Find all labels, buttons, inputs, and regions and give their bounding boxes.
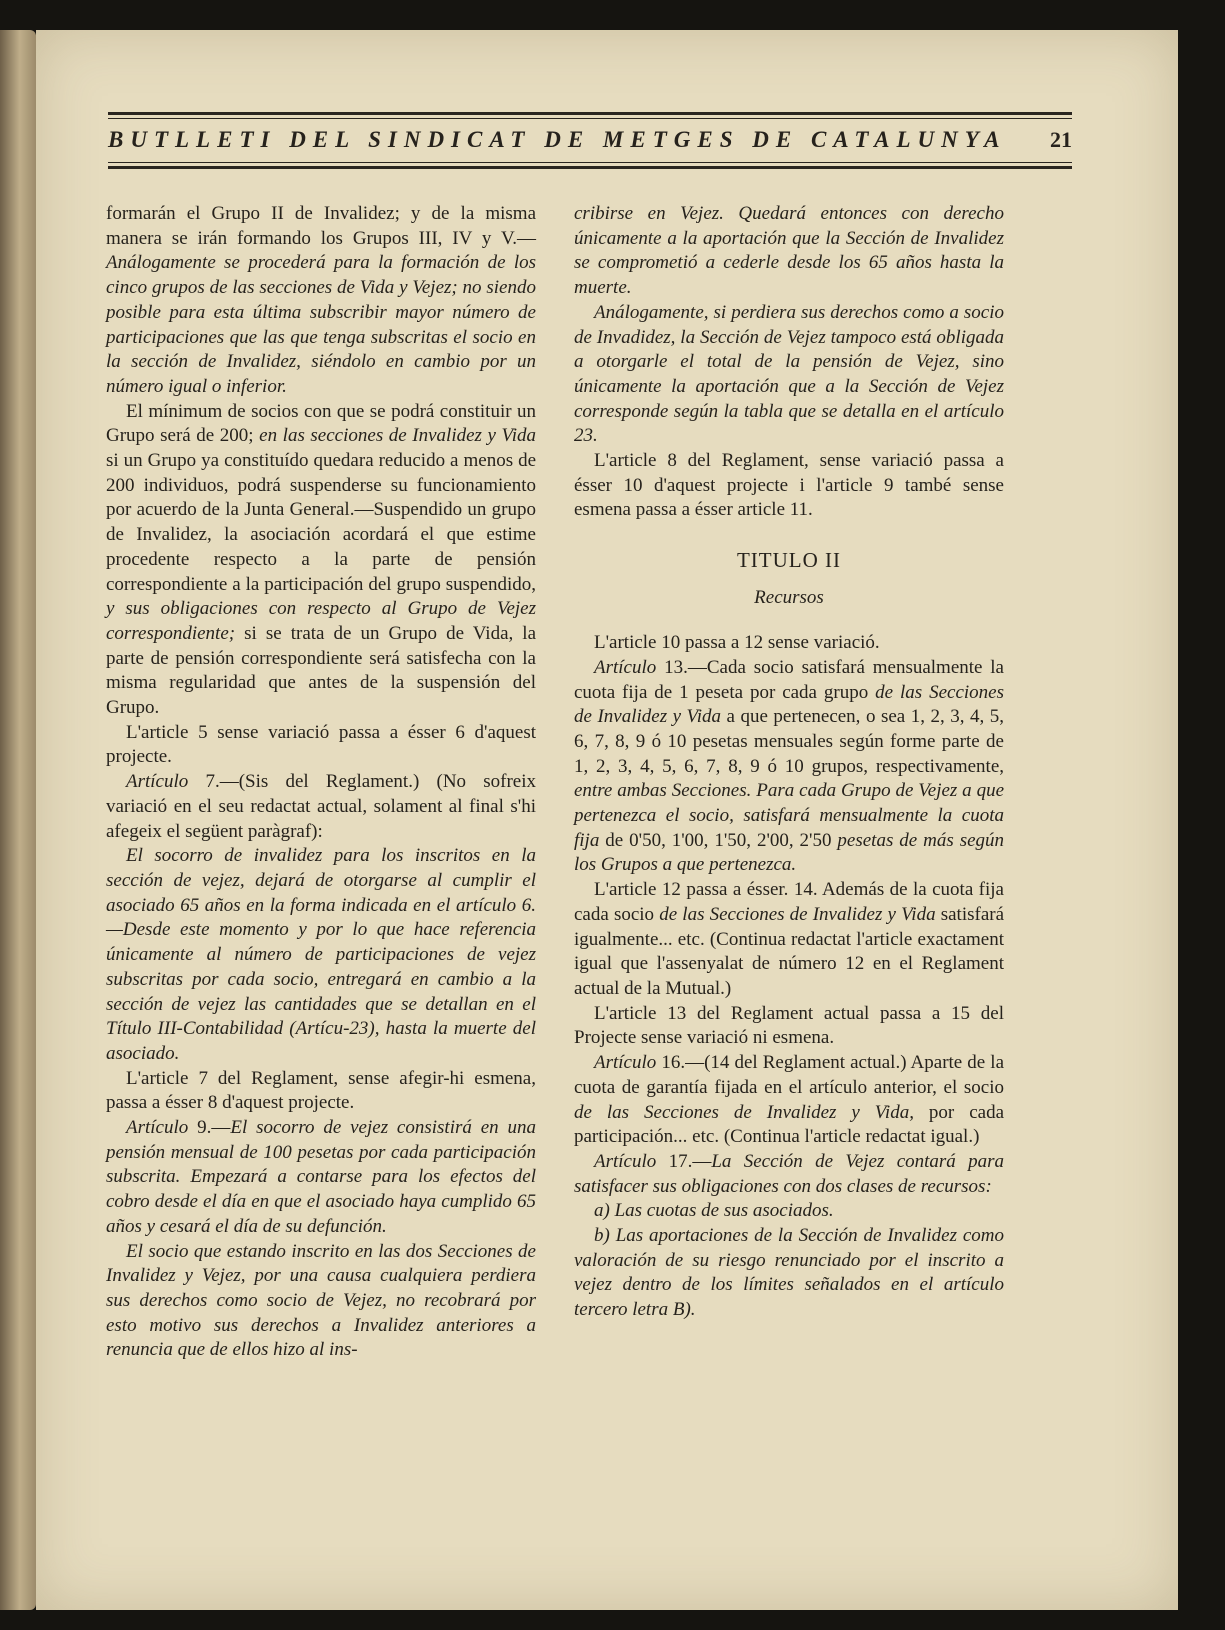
book-spine xyxy=(0,30,36,1610)
paragraph: Artículo 13.—Cada socio satisfará mensualmente la cuota fija de 1 peseta por cada grupo de las Secciones de Invalidez y Vida a que pertenecen, o sea 1, 2, 3, 4, 5, 6, 7, 8, 9 ó 10 pesetas mensuales según forme parte de 1, 2, 3, 4, 5, 6, 7, 8, 9 ó 10 grupos, respectivamente, entre ambas Secciones. Para cada Grupo de Vejez a que pertenezca el socio, satisfará mensualmente la cuota fija de 0'50, 1'00, 1'50, 2'00, 2'50 pesetas de más según los Grupos a que pertenezca. xyxy=(574,656,1005,876)
running-header xyxy=(108,112,1072,192)
paragraph: L'article 5 sense variació passa a ésser 6 d'aquest projecte. xyxy=(106,721,536,768)
header-rule xyxy=(108,112,1072,115)
list-item: b) Las aportaciones de la Sección de Invalidez como valoración de su riesgo renunciado por el inscrito a vejez dentro de los límites señalados en el artículo tercero letra B). xyxy=(574,1225,1004,1321)
paragraph: Artículo 7.—(Sis del Reglament.) (No sofreix variació en el seu redactat actual, solament al final s'hi afegeix el següent paràgraf): xyxy=(106,771,536,842)
paragraph: L'article 8 del Reglament, sense variació passa a ésser 10 d'aquest projecte i l'article 9 també sense esmena passa a ésser article 11. xyxy=(574,450,1004,521)
header-rule xyxy=(108,166,1072,169)
paragraph: cribirse en Vejez. Quedará entonces con derecho únicamente a la aportación que la Sección de Invalidez se comprometió a cederle desde los 65 años hasta la muerte. xyxy=(574,203,1004,299)
paragraph: El mínimum de socios con que se podrá constituir un Grupo será de 200; en las secciones de Invalidez y Vida si un Grupo ya constituído quedara reducido a menos de 200 individuos, podrá suspenderse su funcionamiento por acuerdo de la Junta General.—Suspendido un grupo de Invalidez, la asociación acordará el que estime procedente respecto a la parte de pensión correspondiente a la participación del grupo suspendido, y sus obligaciones con respecto al Grupo de Vejez correspondiente; si se trata de un Grupo de Vida, la parte de pensión correspondiente será satisfecha con la misma regularidad que antes de la suspensión del Grupo. xyxy=(106,400,537,719)
header-rule xyxy=(108,162,1072,163)
paragraph: Artículo 17.—La Sección de Vejez contará para satisfacer sus obligaciones con dos clases de recursos: xyxy=(574,1150,1004,1197)
paragraph: El socorro de invalidez para los inscritos en la sección de vejez, dejará de otorgarse al cumplir el asociado 65 años en la forma indicada en el artículo 6.—Desde este momento y por lo que hace referencia únicamente al número de participaciones de vejez subscritas por cada socio, entregará en cambio a la sección de vejez las cantidades que se detallan en el Título III-Contabilidad (Artícu-23), hasta la muerte del asociado. xyxy=(106,845,536,1064)
document-page xyxy=(36,30,1178,1610)
scan-background xyxy=(1178,30,1225,1610)
section-title: TITULO II xyxy=(736,548,842,573)
text-column-right xyxy=(574,202,1004,1323)
paragraph: Artículo 9.—El socorro de vejez consistirá en una pensión mensual de 100 pesetas por cada participación subscrita. Empezará a contarse para los efectos del cobro desde el día en que el asociado haya cumplido 65 años y cesará el día de su defunción. xyxy=(106,1117,536,1237)
journal-title: BUTLLETI DEL SINDICAT DE METGES DE CATALUNYA xyxy=(108,127,1007,152)
paragraph: Artículo 16.—(14 del Reglament actual.) Aparte de la cuota de garantía fijada en el artículo anterior, el socio de las Secciones de Invalidez y Vida, por cada participación... etc. (Continua l'article redactat igual.) xyxy=(574,1052,1005,1148)
page-number: 21 xyxy=(1050,127,1072,152)
list-item: a) Las cuotas de sus asociados. xyxy=(594,1200,834,1222)
text-column-left xyxy=(106,202,536,1363)
paragraph: L'article 10 passa a 12 sense variació. xyxy=(594,632,880,654)
paragraph: L'article 12 passa a ésser. 14. Además de la cuota fija cada socio de las Secciones de Invalidez y Vida satisfará igualmente... etc. (Continua redactat l'article exactament igual que l'assenyalat de número 12 en el Reglament actual de la Mutual.) xyxy=(574,879,1005,999)
paragraph: L'article 13 del Reglament actual passa a 15 del Projecte sense variació ni esmena. xyxy=(574,1002,1004,1049)
section-subtitle: Recursos xyxy=(754,587,824,609)
paragraph: L'article 7 del Reglament, sense afegir-hi esmena, passa a ésser 8 d'aquest projecte. xyxy=(106,1067,536,1114)
paragraph: Análogamente, si perdiera sus derechos como a socio de Invadidez, la Sección de Vejez tampoco está obligada a otorgarle el total de la pensión de Vejez, sino únicamente la aportación que a la Sección de Vejez corresponde según la tabla que se detalla en el artículo 23. xyxy=(574,301,1004,447)
paragraph: El socio que estando inscrito en las dos Secciones de Invalidez y Vejez, por una causa cualquiera perdiera sus derechos como socio de Vejez, no recobrará por esto motivo sus derechos a Invalidez anteriores a renuncia que de ellos hizo al ins- xyxy=(106,1240,536,1361)
paragraph: formarán el Grupo II de Invalidez; y de la misma manera se irán formando los Grupos III, IV y V.—Análogamente se procederá para la formación de los cinco grupos de las secciones de Vida y Vejez; no siendo posible para esta última subscribir mayor número de participaciones que las que tenga subscritas el socio en la sección de Invalidez, siéndolo en cambio por un número igual o inferior. xyxy=(106,203,536,397)
